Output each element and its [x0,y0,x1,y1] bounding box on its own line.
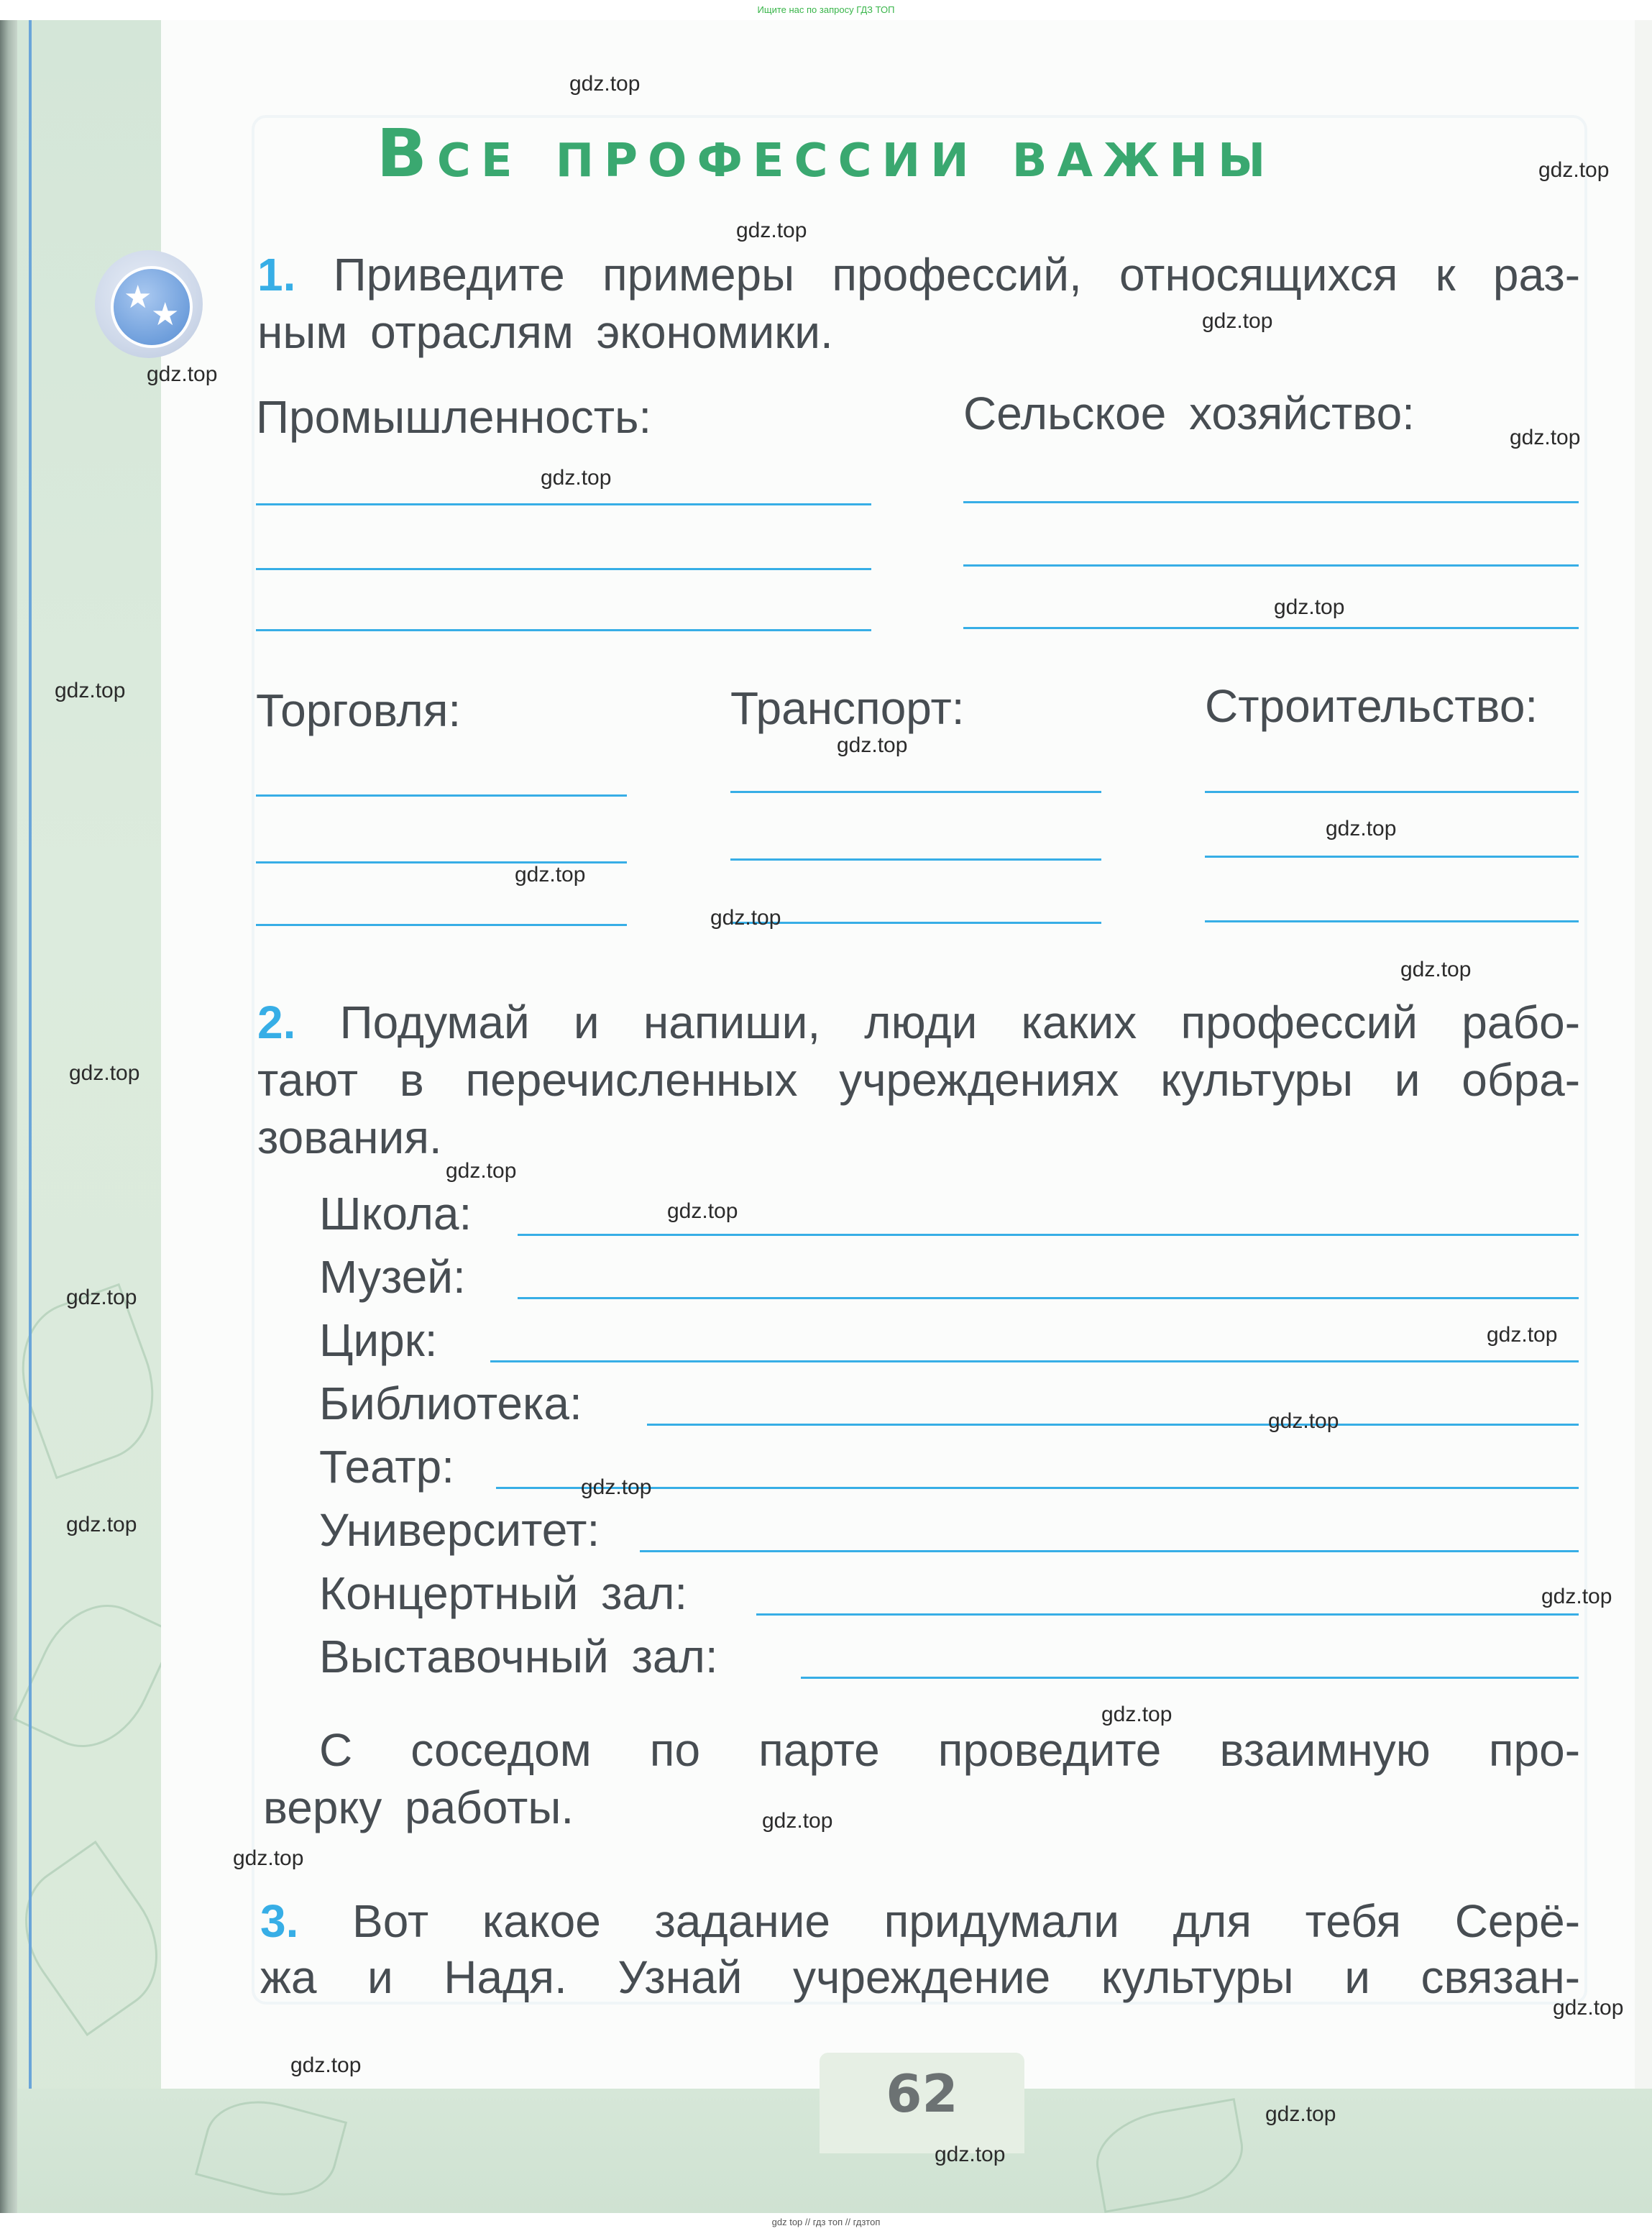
construction-label: Строительство: [1205,680,1538,732]
watermark: gdz.top [1326,817,1397,840]
answer-line-agriculture[interactable] [963,501,1579,503]
answer-line-theatre[interactable] [496,1487,1579,1489]
watermark: gdz.top [762,1809,833,1833]
watermark: gdz.top [581,1475,652,1499]
watermark: gdz.top [66,1286,137,1309]
watermark: gdz.top [1400,958,1472,981]
answer-line-school[interactable] [518,1234,1579,1236]
watermark: gdz.top [541,466,612,490]
watermark: gdz.top [935,2143,1006,2166]
watermark: gdz.top [1101,1703,1173,1726]
answer-line-transport[interactable] [730,858,1101,861]
task2-text-line3: зования. [257,1112,442,1163]
task2-text-line2: тают в перечисленных учреждениях культуры и обра- [257,1054,1580,1106]
watermark: gdz.top [667,1199,738,1223]
watermark: gdz.top [1487,1323,1558,1347]
star-icon: ★ [151,297,180,332]
answer-line-construction[interactable] [1205,856,1579,858]
task2-line1 [257,994,1580,1051]
watermark: gdz.top [569,72,641,96]
watermark: gdz.top [1265,2102,1336,2126]
answer-line-trade[interactable] [256,924,627,926]
leaf-decoration [1,1283,175,1480]
watermark: gdz.top [1268,1409,1339,1433]
leaf-decoration [13,1585,177,1767]
institution-label: Выставочный зал: [319,1631,718,1682]
watermark: gdz.top [446,1159,517,1183]
agriculture-label: Сельское хозяйство: [963,388,1415,439]
watermark: gdz.top [1202,309,1273,333]
watermark: gdz.top [233,1846,304,1870]
watermark: gdz.top [147,362,218,386]
answer-line-library[interactable] [647,1424,1579,1426]
watermark: gdz.top [1274,595,1345,619]
watermark: gdz.top [55,679,126,702]
institution-label: Театр: [319,1441,454,1493]
margin-rule [29,20,32,2213]
book-spine [0,20,17,2213]
task3-text-line1: Вот какое задание придумали для тебя Серё- [352,1895,1581,1947]
watermark: gdz.top [1553,1996,1624,2020]
answer-line-agriculture[interactable] [963,627,1579,629]
industry-label: Промышленность: [256,391,652,443]
check-text-line2: верку работы. [263,1782,574,1833]
answer-line-circus[interactable] [490,1360,1579,1362]
institution-label: Концертный зал: [319,1567,688,1619]
watermark: gdz.top [66,1513,137,1536]
answer-line-transport[interactable] [730,791,1101,793]
answer-line-construction[interactable] [1205,920,1579,922]
task3-line1 [260,1892,1580,1950]
task2-number: 2. [257,997,296,1048]
bottom-banner: gdz top // гдз топ // гдзтоп [0,2213,1652,2231]
watermark: gdz.top [736,219,807,242]
answer-line-trade[interactable] [256,794,627,797]
task3-text-line2: жа и Надя. Узнай учреждение культуры и связан- [260,1951,1580,2003]
stars-badge-icon [95,250,203,358]
watermark: gdz.top [1538,158,1610,182]
answer-line-exhibition-hall[interactable] [801,1677,1579,1679]
leaf-decoration [0,1841,185,2036]
badge-circle [111,266,193,348]
institution-label: Цирк: [319,1314,438,1366]
answer-line-construction[interactable] [1205,791,1579,793]
answer-line-museum[interactable] [518,1297,1579,1299]
answer-line-concert-hall[interactable] [756,1613,1579,1616]
institution-label: Библиотека: [319,1378,582,1429]
answer-line-industry[interactable] [256,503,871,505]
top-banner: Ищите нас по запросу ГДЗ ТОП [0,0,1652,20]
leaf-decoration [195,2087,347,2209]
task1-line1 [257,246,1580,303]
check-text-line1: С соседом по парте проведите взаимную про- [319,1724,1580,1776]
trade-label: Торговля: [256,684,462,736]
answer-line-agriculture[interactable] [963,564,1579,567]
task2-text-line1: Подумай и напиши, люди каких профессий рабо- [339,997,1581,1048]
task1-text-line1: Приведите примеры профессий, относящихся к раз- [333,249,1580,301]
institution-label: Школа: [319,1188,472,1240]
page-title: Все профессии важны [376,115,1276,192]
institution-label: Университет: [319,1504,600,1556]
leaf-decoration [1089,2098,1251,2213]
institution-label: Музей: [319,1251,466,1303]
watermark: gdz.top [69,1061,140,1085]
answer-line-industry[interactable] [256,629,871,631]
watermark: gdz.top [515,863,586,887]
answer-line-university[interactable] [640,1550,1579,1552]
watermark: gdz.top [290,2053,362,2077]
page-number: 62 [886,2063,958,2124]
transport-label: Транспорт: [730,682,965,734]
task1-number: 1. [257,249,296,301]
task3-number: 3. [260,1895,299,1947]
answer-line-industry[interactable] [256,568,871,570]
star-icon: ★ [124,280,152,315]
watermark: gdz.top [1510,426,1581,449]
watermark: gdz.top [1541,1585,1612,1608]
watermark: gdz.top [710,906,781,930]
answer-line-transport[interactable] [730,922,1101,924]
task1-text-line2: ным отраслям экономики. [257,306,833,358]
watermark: gdz.top [837,733,908,757]
